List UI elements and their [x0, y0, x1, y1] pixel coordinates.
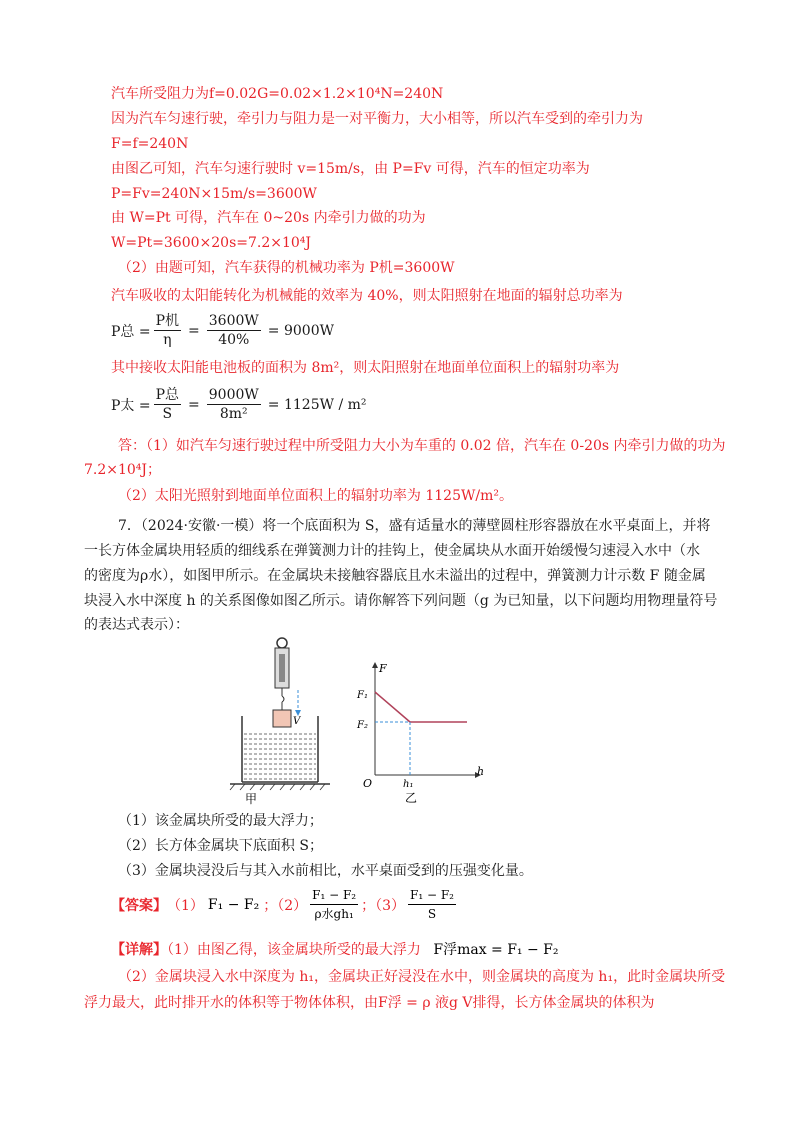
question-text: 的密度为ρ水），如图甲所示。在金属块未接触容器底且水未溢出的过程中，弹簧测力计示数 F 随金属 [84, 568, 706, 584]
text-line: 7.2×10⁴J； [84, 462, 162, 478]
text-line: 汽车所受阻力为f=0.02G=0.02×1.2×10⁴N=240N [111, 86, 444, 102]
formula-den: S [162, 406, 173, 422]
text-line: 其中接收太阳能电池板的面积为 8m²，则太阳照射在地面单位面积上的辐射功率为 [111, 360, 620, 376]
sub-question: （2）长方体金属块下底面积 S； [118, 838, 323, 854]
formula-num: 9000W [208, 387, 259, 403]
text-line: 答：（1）如汽车匀速行驶过程中所受阻力大小为车重的 0.02 倍，汽车在 0-20s 内牵引力做的功为 [118, 438, 726, 454]
formula-den: 8m² [219, 406, 248, 422]
formula-den: 40% [218, 332, 250, 348]
label-jia: 甲 [245, 792, 258, 806]
question-text: 7．（2024·安徽·一模）将一个底面积为 S，盛有适量水的薄壁圆柱形容器放在水平桌面上，并将 [118, 518, 711, 534]
question-text: 一长方体金属块用轻质的细线系在弹簧测力计的挂钩上，使金属块从水面开始缓慢匀速浸入水中（水 [84, 543, 700, 559]
axis-label-h: h [477, 765, 485, 778]
text-line: F=f=240N [111, 136, 189, 152]
detail-text: 浮力最大，此时排开水的体积等于物体体积，由F浮 = ρ 液g V排得，长方体金属块的体积为 [84, 995, 655, 1011]
detail-text: （1）由图乙得，该金属块所受的最大浮力 [167, 942, 421, 958]
answer-2-den: ρ水gh₁ [314, 907, 354, 921]
text-line: 汽车吸收的太阳能转化为机械能的效率为 40%，则太阳照射在地面的辐射总功率为 [111, 288, 623, 304]
formula-den: η [163, 332, 172, 348]
figure-yi [355, 660, 490, 810]
formula-lhs: P太 = [111, 397, 151, 414]
figure-jia [225, 632, 335, 807]
answer-label: 【答案】 [111, 897, 167, 914]
question-text: 的表达式表示）： [84, 617, 189, 633]
label-v: V [293, 716, 301, 727]
answer-part: ；（3） [361, 897, 406, 914]
answer-part: ；（2） [263, 897, 308, 914]
answer-3-den: S [427, 907, 437, 921]
origin-label: O [363, 777, 373, 790]
formula-num: 3600W [208, 313, 259, 329]
text-line: 因为汽车匀速行驶，牵引力与阻力是一对平衡力，大小相等，所以汽车受到的牵引力为 [111, 111, 643, 127]
answer-part: （1） [167, 897, 204, 914]
answer-2-num: F₁ − F₂ [310, 886, 358, 905]
text-line: （2）由题可知，汽车获得的机械功率为 P机=3600W [118, 260, 455, 276]
answer-1: F₁ − F₂ [207, 896, 260, 913]
label-yi: 乙 [405, 791, 418, 805]
sub-question: （3）金属块浸没后与其入水前相比，水平桌面受到的压强变化量。 [118, 863, 533, 879]
sub-question: （1）该金属块所受的最大浮力； [118, 813, 323, 829]
text-line: （2）太阳光照射到地面单位面积上的辐射功率为 1125W/m²。 [118, 488, 513, 504]
formula-num: P总 [155, 387, 180, 403]
formula-num: P机 [155, 313, 180, 329]
tick-label-h1: h₁ [403, 779, 414, 790]
formula-lhs: P总 = [111, 323, 151, 340]
text-line: 由 W=Pt 可得，汽车在 0~20s 内牵引力做的功为 [111, 210, 426, 226]
formula-result: = 1125W / m² [267, 396, 367, 413]
tick-label-f1: F₁ [357, 690, 368, 701]
text-line: 由图乙可知，汽车匀速行驶时 v=15m/s，由 P=Fv 可得，汽车的恒定功率为 [111, 161, 590, 177]
question-text: 块浸入水中深度 h 的关系图像如图乙所示。请你解答下列问题（g 为已知量，以下问题均用物理量符号 [84, 593, 718, 609]
text-line: P=Fv=240N×15m/s=3600W [111, 186, 317, 202]
formula-result: = 9000W [267, 322, 334, 339]
answer-3-num: F₁ − F₂ [408, 886, 456, 905]
detail-label: 【详解】 [111, 942, 167, 958]
detail-row [111, 940, 559, 960]
axis-label-f: F [379, 662, 387, 675]
text-line: W=Pt=3600×20s=7.2×10⁴J [111, 235, 312, 251]
answer-row [111, 886, 459, 923]
formula-sun-power: P太 = $\frac{\text{P总}}{S}$ = $\frac{9000W}{\text{8m²}}$ = 1125W / m² [111, 387, 367, 422]
formula-fmax: F浮max = F₁ − F₂ [433, 942, 559, 958]
graph-slope-line [375, 692, 410, 722]
detail-text: （2）金属块浸入水中深度为 h₁，金属块正好浸没在水中，则金属块的高度为 h₁，此时金属块所受 [118, 969, 726, 985]
formula-total-power: P总 = $\frac{\text{P机}}{\eta}$ = $\frac{3600W}{40\%}$ = 9000W [111, 313, 334, 348]
tick-label-f2: F₂ [357, 720, 368, 731]
